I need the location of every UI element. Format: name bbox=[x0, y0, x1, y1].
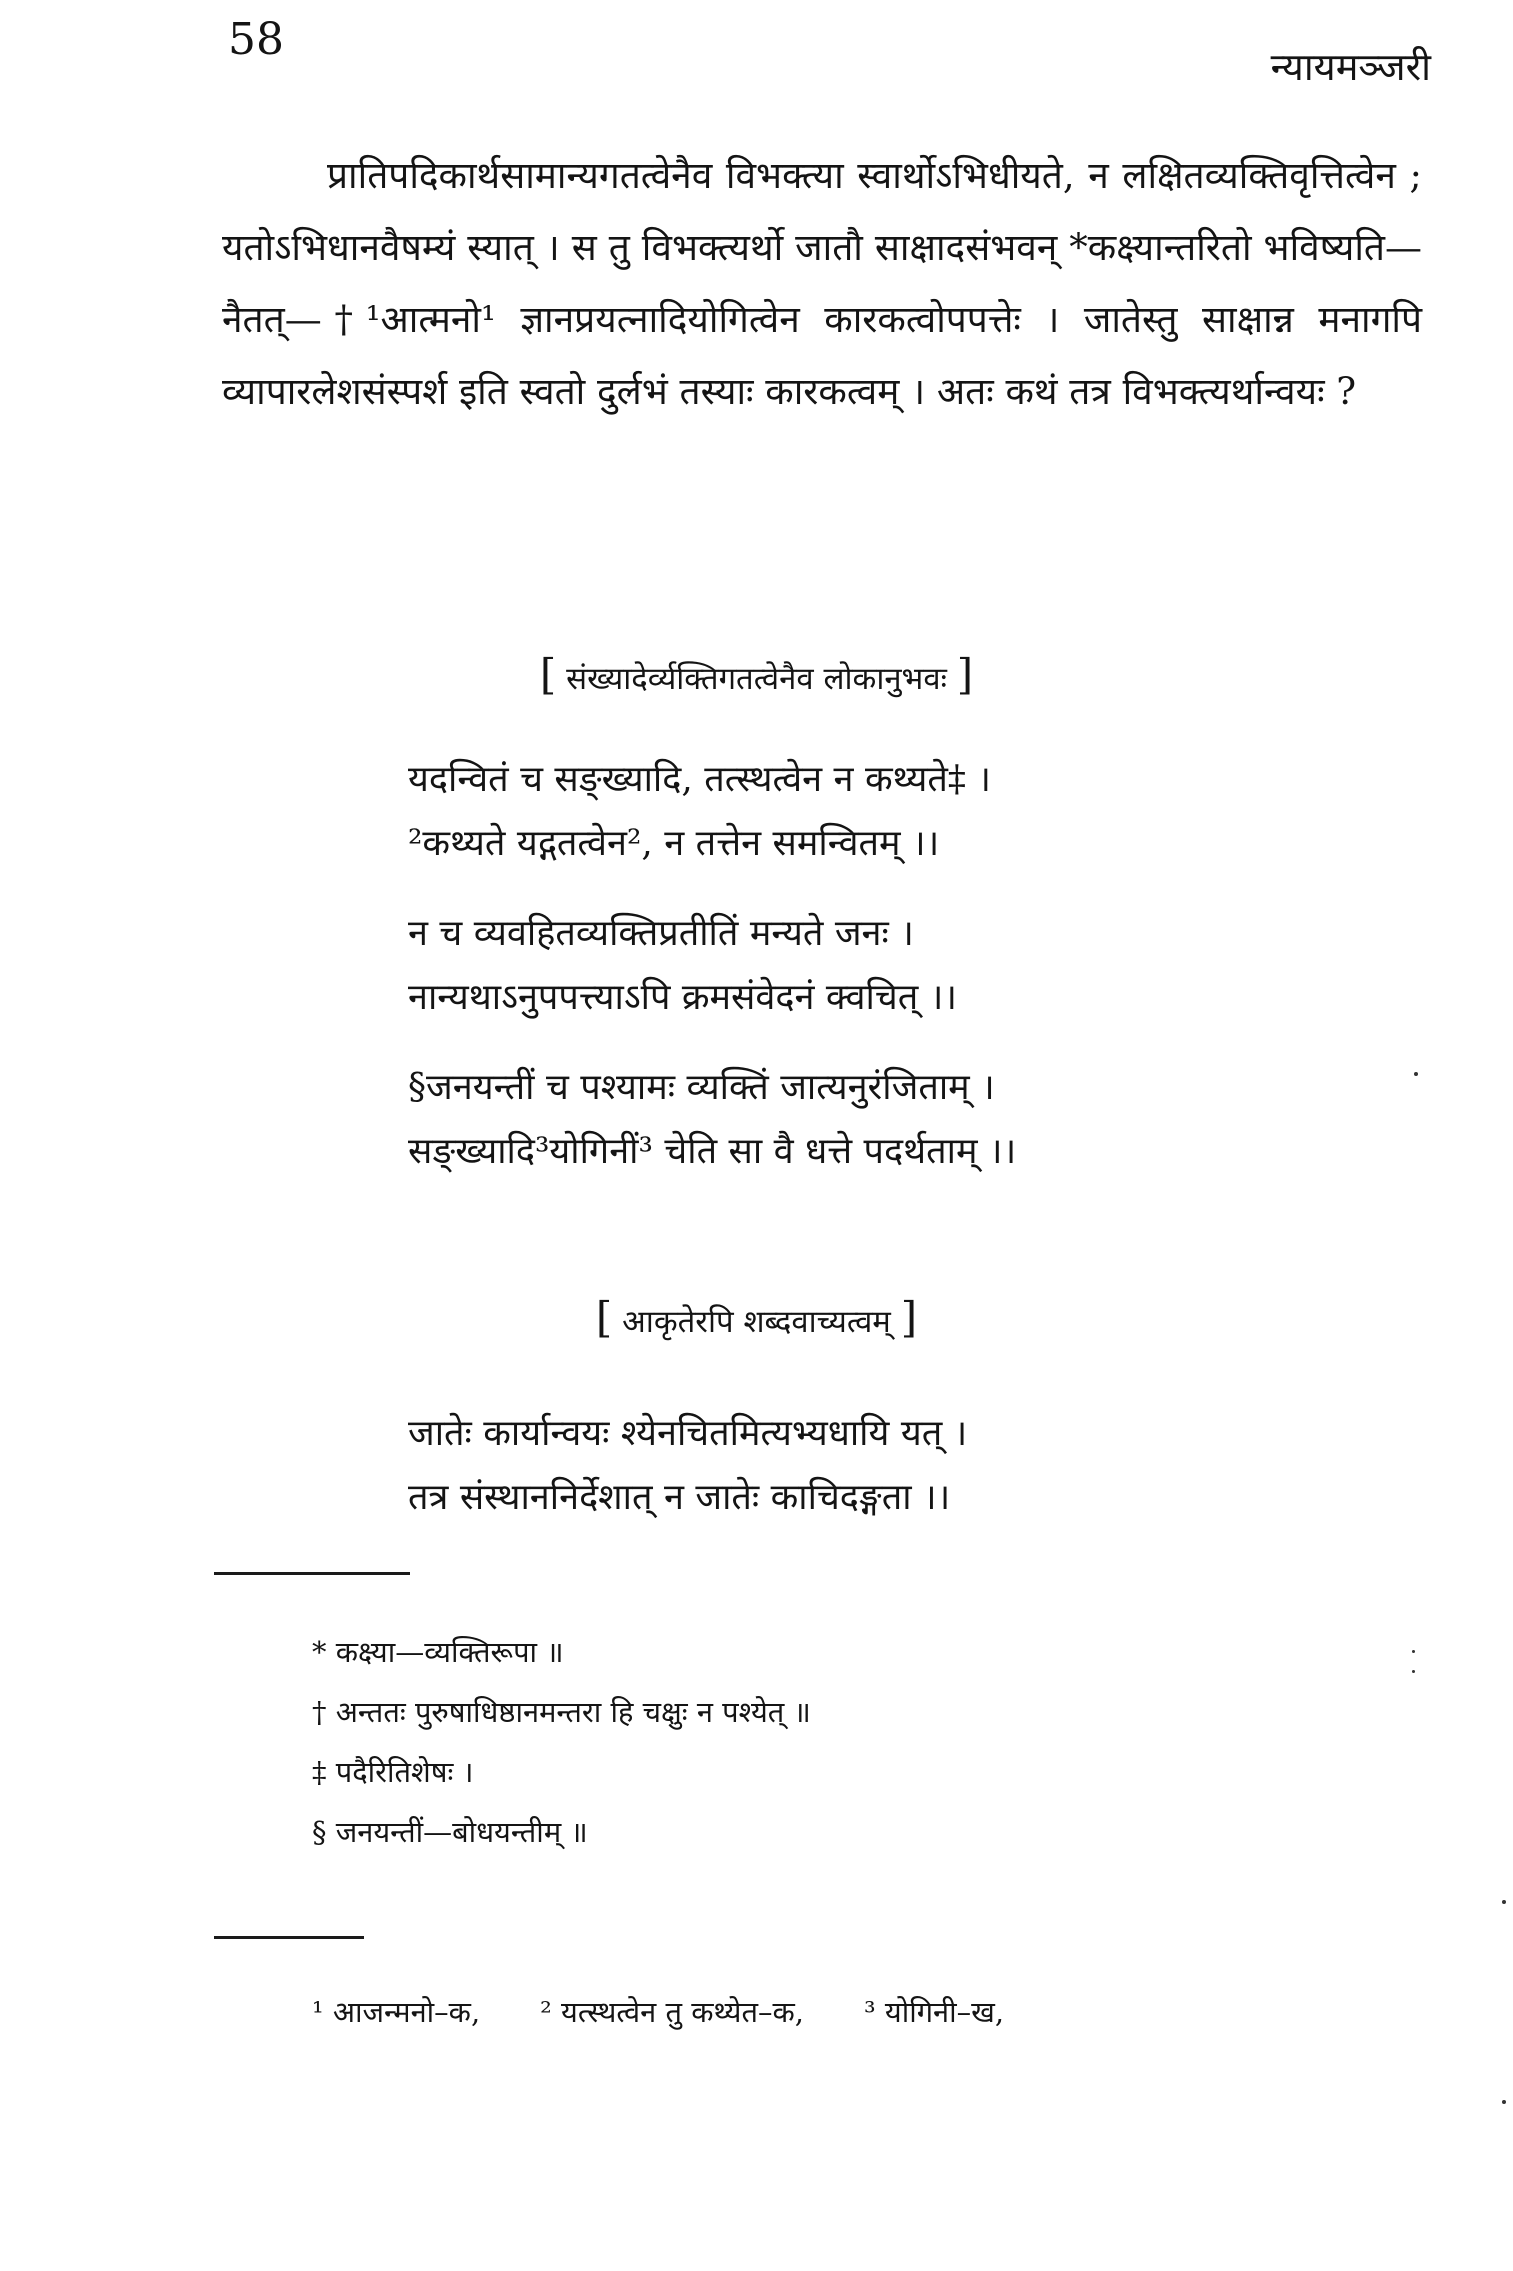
verse-line: नान्यथाऽनुपपत्त्याऽपि क्रमसंवेदनं क्वचित् ।। bbox=[408, 977, 957, 1018]
variant-reading: ¹ आजन्मनो–क, bbox=[312, 1995, 481, 2029]
bracket-open: [ bbox=[595, 1293, 613, 1342]
variant-reading: ² यत्स्थत्वेन तु कथ्येत–क, bbox=[540, 1995, 805, 2029]
footnote: † अन्ततः पुरुषाधिष्ठानमन्तरा हि चक्षुः न पश्येत् ॥ bbox=[312, 1695, 811, 1729]
variant-reading: ³ योगिनी–ख, bbox=[864, 1995, 1005, 2029]
bracket-close: ] bbox=[956, 650, 974, 699]
scan-speck bbox=[1414, 1072, 1418, 1076]
verse-line: जातेः कार्यान्वयः श्येनचितमित्यभ्यधायि यत् । bbox=[408, 1413, 968, 1454]
variant-readings bbox=[312, 1992, 1004, 2031]
bracket-close: ] bbox=[900, 1293, 918, 1342]
section-heading-1-text: संख्यादेर्व्यक्तिगतत्वेनैव लोकानुभवः bbox=[566, 661, 947, 697]
verse-block-2 bbox=[408, 1402, 967, 1530]
bracket-open: [ bbox=[539, 650, 557, 699]
verse-line: यदन्वितं च सङ्ख्यादि, तत्स्थत्वेन न कथ्यते‡ । bbox=[408, 759, 991, 800]
section-heading-2-text: आकृतेरपि शब्दवाच्यत्वम् bbox=[622, 1304, 891, 1340]
verse-line: न च व्यवहितव्यक्तिप्रतीतिं मन्यते जनः । bbox=[408, 913, 914, 954]
scan-speck bbox=[1412, 1670, 1415, 1673]
footnote-divider bbox=[214, 1572, 410, 1575]
verse-block-1 bbox=[408, 748, 1016, 1184]
scan-speck bbox=[1502, 1900, 1506, 1904]
verse-line: तत्र संस्थाननिर्देशात् न जातेः काचिदङ्गता ।। bbox=[408, 1477, 951, 1518]
scan-speck bbox=[1502, 2100, 1506, 2104]
footnote: § जनयन्तीं—बोधयन्तीम् ॥ bbox=[312, 1815, 588, 1849]
page-number: 58 bbox=[228, 14, 284, 65]
footnote: * कक्ष्या—व्यक्तिरूपा ॥ bbox=[312, 1635, 564, 1669]
prose-paragraph: प्रातिपदिकार्थसामान्यगतत्वेनैव विभक्त्या स्वार्थोऽभिधीयते, न लक्षितव्यक्तिवृत्तित्वेन ; यतोऽभिधानवैषम्यं स्यात् । स तु विभक्त्यर्थो जातौ साक्षादसंभवन् *कक्ष्यान्तरितो भविष्यति—नैतत्—†¹आत्मनो¹ ज्ञानप्रयत्नादियोगित्वेन कारकत्वोपपत्तेः । जातेस्तु साक्षान्न मनागपि व्यापारलेशसंस्पर्श इति स्वतो दुर्लभं तस्याः कारकत्वम् । अतः कथं तत्र विभक्त्यर्थान्वयः ? bbox=[222, 154, 1422, 413]
verse-line: ²कथ्यते यद्गतत्वेन², न तत्तेन समन्वितम् ।। bbox=[408, 823, 940, 864]
section-heading-2 bbox=[0, 1293, 1513, 1342]
variants-divider bbox=[214, 1936, 364, 1939]
prose-block bbox=[222, 140, 1422, 428]
verse-line: सङ्ख्यादि³योगिनीं³ चेति सा वै धत्ते पदर्थताम् ।। bbox=[408, 1131, 1017, 1172]
scan-speck bbox=[1412, 1650, 1415, 1653]
footnotes bbox=[312, 1622, 811, 1862]
section-heading-1 bbox=[0, 650, 1513, 699]
footnote: ‡ पदैरितिशेषः । bbox=[312, 1755, 474, 1789]
running-head: न्यायमञ्जरी bbox=[1270, 45, 1431, 89]
verse-line: §जनयन्तीं च पश्यामः व्यक्तिं जात्यनुरंजिताम् । bbox=[408, 1067, 995, 1108]
